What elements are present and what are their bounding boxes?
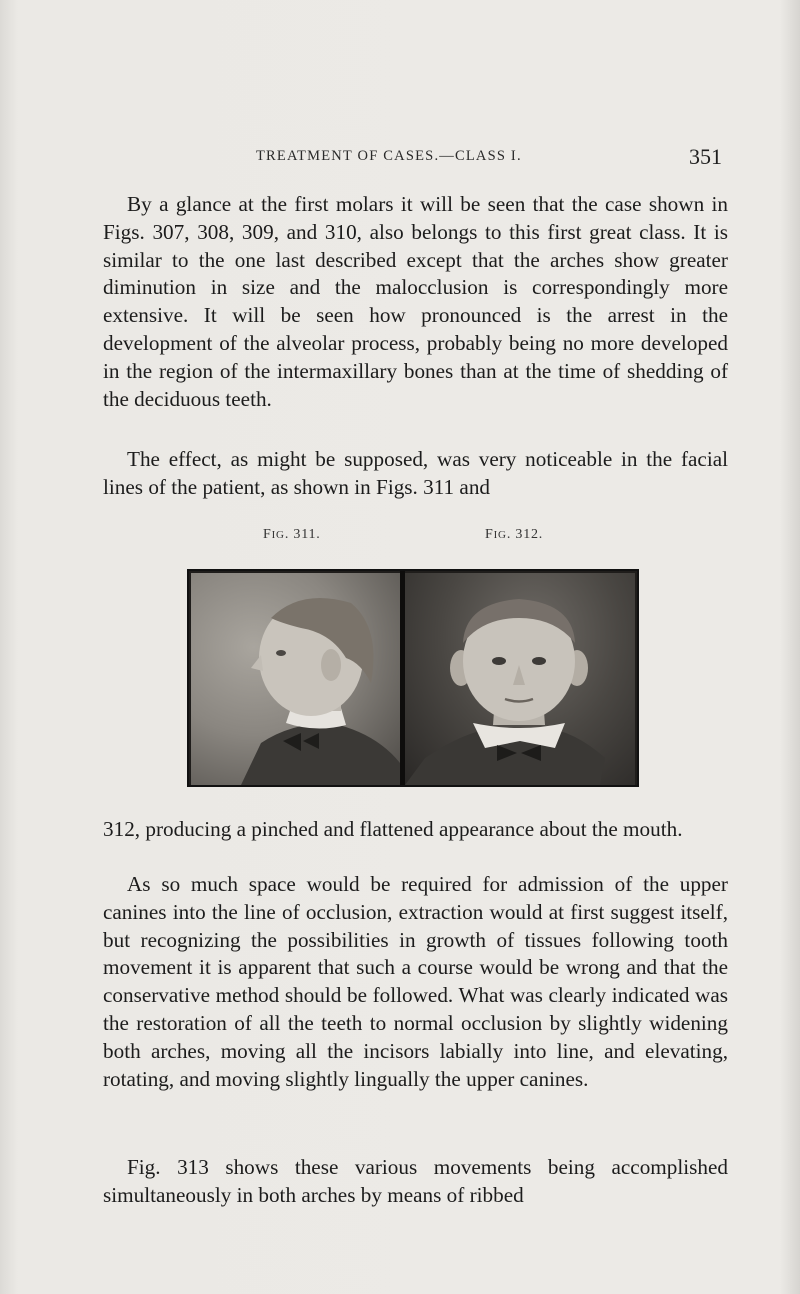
- figure-caption-312: [485, 527, 543, 543]
- running-head: TREATMENT OF CASES.—CLASS I.: [256, 148, 522, 164]
- paragraph-4: As so much space would be required for admission of the upper canines into the line of occlusion, extraction would at first suggest itself, but recognizing the possibilities in growth of tissues following tooth movement it is apparent that such a course would be wrong and that the conservative method should be followed. What was clearly indicated was the restoration of all the teeth to normal occlusion by slightly widening both arches, moving all the incisors labially into line, and elevating, rotating, and moving slightly lingually the upper canines.: [103, 872, 728, 1091]
- paragraph-2: The effect, as might be supposed, was very noticeable in the facial lines of the patient, as shown in Figs. 311 and: [103, 447, 728, 499]
- caption-prefix: F: [485, 527, 494, 542]
- caption-prefix: F: [263, 527, 272, 542]
- paragraph-5: Fig. 313 shows these various movements being accomplished simultaneously in both arches by means of ribbed: [103, 1155, 728, 1207]
- profile-photo: [191, 573, 400, 785]
- caption-number: . 311.: [284, 527, 321, 542]
- caption-smallcaps: IG: [493, 529, 507, 541]
- paragraph-1: By a glance at the first molars it will be seen that the case shown in Figs. 307, 308, 309, and 310, also belongs to this first great class. It is similar to the one last described except that the arches show greater diminution in size and the malocclusion is correspondingly more extensive. It will be seen how pronounced is the arrest in the development of the alveolar process, probably being no more developed in the region of the intermaxillary bones than at the time of shedding of the deciduous teeth.: [103, 192, 728, 411]
- photo-plate: [187, 569, 639, 787]
- frontal-portrait-graphic: [405, 573, 635, 785]
- page-header: [100, 142, 726, 176]
- profile-portrait-graphic: [191, 573, 400, 785]
- caption-smallcaps: IG: [271, 529, 285, 541]
- paragraph-3: 312, producing a pinched and flattened appearance about the mouth.: [103, 817, 683, 841]
- frontal-photo: [405, 573, 635, 785]
- figure-caption-311: [263, 527, 321, 543]
- caption-number: . 312.: [506, 527, 544, 542]
- page-number: 351: [689, 144, 722, 169]
